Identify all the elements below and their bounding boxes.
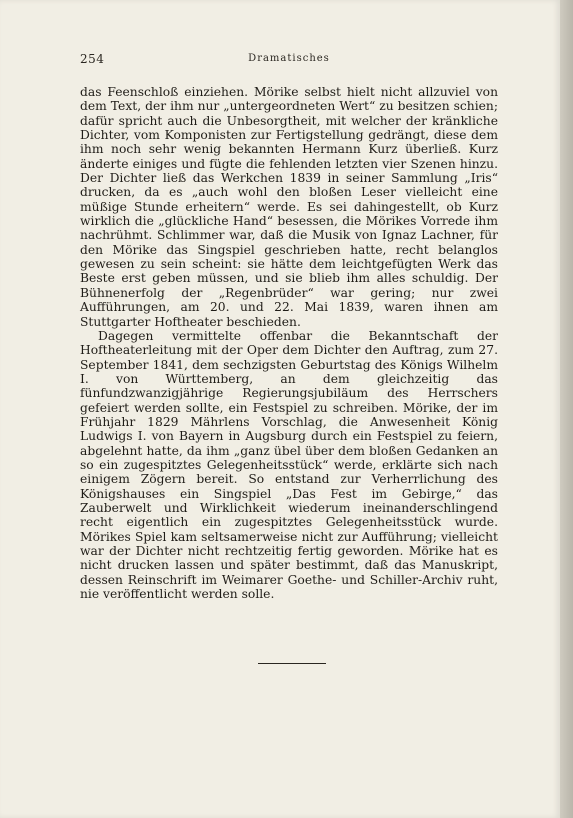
running-head: Dramatisches bbox=[248, 53, 330, 64]
body-text bbox=[80, 85, 498, 601]
paragraph-2: Dagegen vermittelte offenbar die Bekanntschaft der Hoftheaterleitung mit der Oper dem Dichter den Auftrag, zum 27. September 1841, dem sechzigsten Geburtstag des Königs Wilhelm I. von Württemberg, an dem gleichzeitig das fünfundzwanzigjährige Regierungsjubiläum des Herrschers gefeiert werden sollte, ein Festspiel zu schreiben. Mörike, der im Frühjahr 1829 Mährlens Vorschlag, die Anwesenheit König Ludwigs I. von Bayern in Augsburg durch ein Festspiel zu feiern, abgelehnt hatte, da ihm „ganz übel über dem bloßen Gedanken an so ein zugespitztes Gelegenheitsstück“ werde, erklärte sich nach einigem Zögern bereit. So entstand zur Verherrlichung des Königshauses ein Singspiel „Das Fest im Gebirge,“ das Zauberwelt und Wirklichkeit wiederum ineinanderschlingend recht eigentlich ein zugespitztes Gelegenheitsstück wurde. Mörikes Spiel kam seltsamerweise nicht zur Aufführung; vielleicht war der Dichter nicht rechtzeitig fertig geworden. Mörike hat es nicht drucken lassen und später bestimmt, daß das Manuskript, dessen Reinschrift im Weimarer Goethe- und Schiller-Archiv ruht, nie veröffentlicht werden solle. bbox=[80, 328, 498, 602]
section-end-rule bbox=[258, 663, 326, 664]
page-header bbox=[80, 52, 498, 68]
paragraph-1: das Feenschloß einziehen. Mörike selbst hielt nicht allzuviel von dem Text, der ihm nur „untergeordneten Wert“ zu besitzen schien; dafür spricht auch die Unbesorgtheit, mit welcher der kränkliche Dichter, vom Komponisten zur Fertigstellung gedrängt, diese dem ihm noch sehr wenig bekannten Hermann Kurz überließ. Kurz änderte einiges und fügte die fehlenden letzten vier Szenen hinzu. Der Dichter ließ das Werkchen 1839 in seiner Sammlung „Iris“ drucken, da es „auch wohl den bloßen Leser vielleicht eine müßige Stunde erheitern“ werde. Es sei dahingestellt, ob Kurz wirklich die „glückliche Hand“ besessen, die Mörikes Vorrede ihm nachrühmt. Schlimmer war, daß die Musik von Ignaz Lachner, für den Mörike das Singspiel geschrieben hatte, recht belanglos gewesen zu sein scheint: sie hätte dem leichtgefügten Werk das Beste erst geben müssen, und sie blieb ihm alles schuldig. Der Bühnenerfolg der „Regenbrüder“ war gering; nur zwei Aufführungen, am 20. und 22. Mai 1839, waren ihnen am Stuttgarter Hoftheater beschieden. bbox=[80, 85, 498, 329]
page-edge bbox=[560, 0, 573, 818]
page-number: 254 bbox=[80, 52, 105, 66]
